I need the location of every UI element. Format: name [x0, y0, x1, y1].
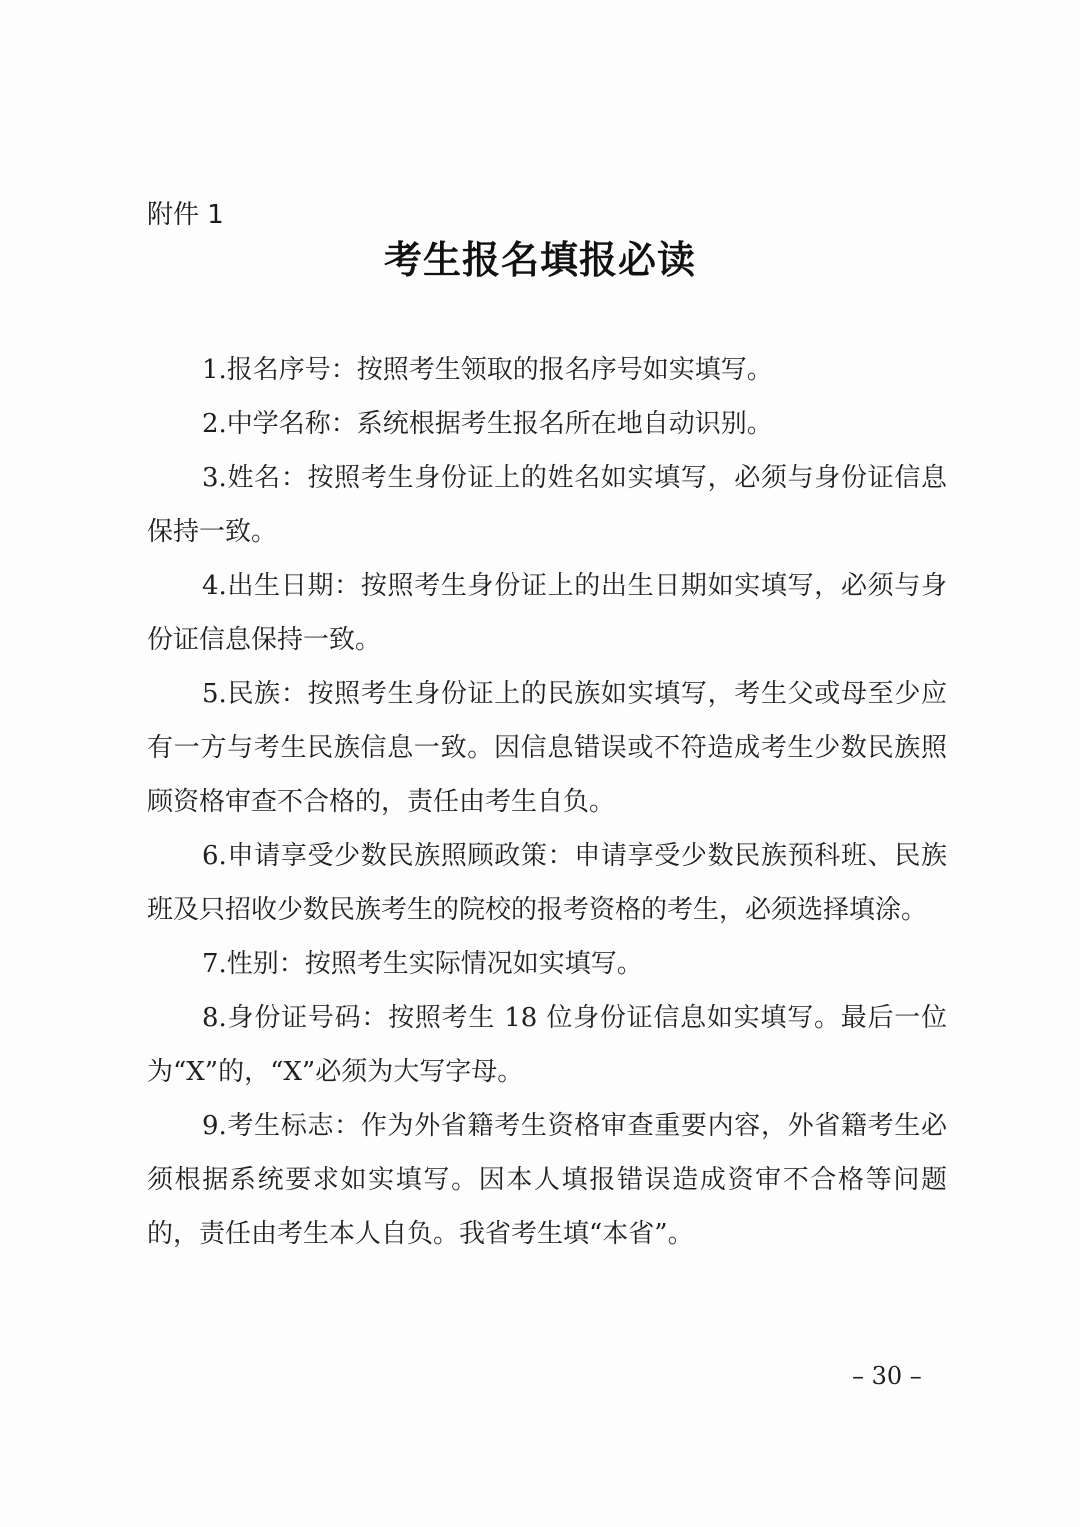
instruction-item-registration-number: 1.报名序号：按照考生领取的报名序号如实填写。 [202, 355, 773, 385]
page-title: 考生报名填报必读 [383, 238, 696, 282]
instruction-item-school-name: 2.中学名称：系统根据考生报名所在地自动识别。 [202, 409, 773, 439]
page-number: – 30 – [852, 1362, 922, 1390]
instruction-item-candidate-mark: 9.考生标志：作为外省籍考生资格审查重要内容，外省籍考生必须根据系统要求如实填写。因本人填报错误造成资审不合格等问题的，责任由考生本人自负。我省考生填“本省”。 [147, 1111, 947, 1249]
instruction-item-ethnicity: 5.民族：按照考生身份证上的民族如实填写，考生父或母至少应有一方与考生民族信息一致。因信息错误或不符造成考生少数民族照顾资格审查不合格的，责任由考生自负。 [147, 679, 947, 817]
instruction-item-ethnic-policy: 6.申请享受少数民族照顾政策：申请享受少数民族预科班、民族班及只招收少数民族考生的院校的报考资格的考生，必须选择填涂。 [147, 841, 947, 925]
attachment-label: 附件 1 [147, 200, 224, 230]
instruction-item-name: 3.姓名：按照考生身份证上的姓名如实填写，必须与身份证信息保持一致。 [147, 463, 947, 547]
instructions-body [147, 343, 947, 1261]
instruction-item-id-number: 8.身份证号码：按照考生 18 位身份证信息如实填写。最后一位为“X”的，“X”必须为大写字母。 [147, 1003, 947, 1087]
instruction-item-gender: 7.性别：按照考生实际情况如实填写。 [202, 949, 643, 979]
instruction-item-birth-date: 4.出生日期：按照考生身份证上的出生日期如实填写，必须与身份证信息保持一致。 [147, 571, 947, 655]
